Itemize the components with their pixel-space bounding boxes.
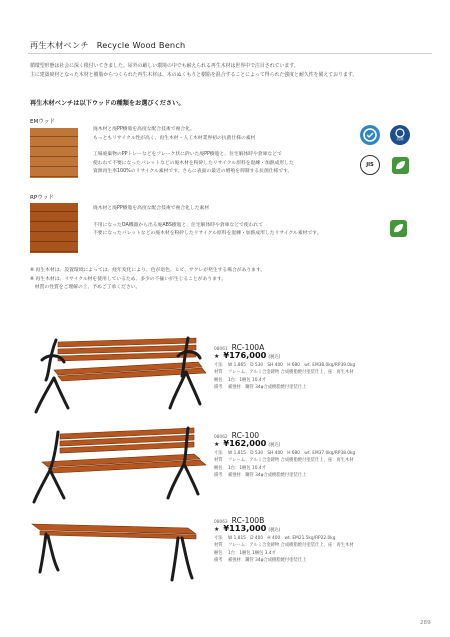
rp-wood-swatch (30, 203, 78, 253)
bench-rc-100a-image (28, 332, 208, 416)
spec-key: 備考 (214, 473, 223, 479)
spec-key: 材質 (214, 543, 223, 549)
spec-key: 寸法 (214, 450, 223, 456)
spec-key: 材質 (214, 370, 223, 376)
product-rc-100b-spec (214, 517, 354, 564)
green-purchase-leaf-icon (392, 157, 409, 174)
product-rc-100-spec (214, 432, 355, 479)
jis-mark-text: JIS (366, 162, 374, 168)
em-wood-label: EMウッド (30, 119, 56, 125)
title-en: Recycle Wood Bench (96, 40, 186, 50)
em-wood-description (93, 126, 294, 177)
star-icon: ★ (214, 353, 220, 361)
spec-value: フレーム：アルミ合金鋳物 合成樹脂焼付塗装仕上、座：再生木材 (228, 458, 354, 464)
product-code: 08061 (214, 347, 228, 352)
title-rule (28, 53, 432, 54)
em-desc-line: もっともリサイクル性が高く、再生木材・人工木材業界初の抗菌仕様の素材 (93, 135, 256, 141)
tax-note: (税込) (268, 355, 281, 361)
product-price: ¥176,000 (223, 350, 267, 361)
green-purchase-leaf-icon (390, 220, 407, 237)
product-code: 08062 (214, 435, 228, 440)
wood-selection-lead: 再生木材ベンチは以下ウッドの種類をお選びください。 (30, 100, 185, 107)
tax-note: (税込) (268, 443, 281, 449)
spec-value: 1台：1梱包 1梱包 3.4才 (228, 550, 276, 556)
intro-line: 循環型形態は社会に深く根付いてきました。屋外の厳しい環境の中でも耐えられる再生木材は世界中で注目されています。 (30, 63, 299, 69)
rp-desc-line: 不用になったOA機器から出る廃ABS樹脂と、住宅解体時や倉庫などで使われて (93, 222, 264, 228)
rp-certification-icons (390, 220, 410, 240)
title-ja: 再生木材ベンチ (30, 40, 89, 50)
spec-key: 梱包 (214, 465, 223, 471)
antibacterial-icon (390, 125, 410, 145)
spec-key: 梱包 (214, 550, 223, 556)
spec-value: W 1,815 D 530 SH 400 H 680 wt. EM37.0kg/RP38.0kg (228, 450, 356, 456)
spec-value: 1台：1梱包 10.4才 (228, 377, 266, 383)
intro-text (30, 62, 432, 80)
product-model: RC-100A (231, 343, 265, 352)
rp-wood-label: RPウッド (30, 195, 54, 201)
spec-value: 補強材：鋼管 34φ合成樹脂焼付塗装仕上 (228, 473, 307, 479)
star-icon: ★ (214, 526, 220, 534)
star-icon: ★ (214, 441, 220, 449)
spec-key: 材質 (214, 458, 223, 464)
spec-value: 1台：1梱包 10.4才 (228, 465, 266, 471)
rp-desc-line: 廃木材と廃PP樹脂を高度な配合技術で複合化した素材 (93, 206, 210, 211)
spec-value: 補強材：鋼管 34φ合成樹脂焼付塗装仕上 (228, 558, 307, 564)
antibacterial-icon-text: 抗菌 (396, 137, 404, 141)
product-model: RC-100B (231, 516, 265, 525)
bench-rc-100b-image (28, 512, 208, 592)
product-price: ¥162,000 (223, 438, 267, 449)
jis-mark-icon (360, 155, 380, 175)
rp-wood-description (93, 205, 321, 239)
spec-value: W 1,815 D 400 H 400 wt. EM21.5kg/RP22.0kg (228, 535, 336, 541)
product-code: 08063 (214, 520, 228, 525)
material-notes (30, 267, 265, 293)
page-number: 289 (420, 620, 431, 626)
product-model: RC-100 (231, 431, 260, 440)
product-price: ¥113,000 (223, 523, 267, 534)
em-desc-line: 廃木材と廃PP樹脂を高度な配合技術で複合化。 (93, 127, 195, 132)
em-certification-icons (360, 125, 414, 179)
spec-value: W 1,865 D 530 SH 400 H 680 wt. EM38.0kg/RP39.0kg (228, 362, 356, 368)
em-desc-line: 使われて不要になったパレットなどの廃木材を粉砕したリサイクル原料を混練・加熱成形した (93, 160, 294, 166)
spec-value: 補強材：鋼管 34φ合成樹脂焼付塗装仕上 (228, 385, 307, 391)
tax-note: (税込) (268, 528, 281, 534)
note-line: 材質の性質をご理解の上、予めご了承ください。 (30, 285, 141, 291)
product-rc-100a-spec (214, 344, 355, 391)
spec-key: 寸法 (214, 362, 223, 368)
page-title (30, 40, 185, 51)
intro-line: 主に建築廃材となった木材と樹脂からつくられた再生木材は、木のぬくもりと樹脂を混合することによって得られた強度と耐久性を備えております。 (30, 72, 358, 78)
note-line: ※ 再生木材は、設置環境によっては、経年変化により、色が退色、ヒビ、サクレが発生する場合があります。 (30, 268, 266, 273)
spec-value: フレーム：アルミ合金鋳物 合成樹脂焼付塗装仕上、座：再生木材 (228, 370, 354, 376)
bench-rc-100-image (28, 422, 208, 506)
em-desc-line: 資源再生率100%のリサイクル素材です。さらに表面の最近の増殖を抑制する抗菌仕様です。 (93, 169, 293, 175)
rp-desc-line: 不要になったパレットなどの廃木材を粉砕したリサイクル原料を混練・加熱成形したリサイクル素材です。 (93, 231, 322, 237)
note-line: ※ 再生木材は、リサイクル材を使用しているため、多少の不揃いが生じることがあります。 (30, 276, 227, 282)
spec-key: 備考 (214, 558, 223, 564)
spec-value: フレーム：アルミ合金鋳物 合成樹脂焼付塗装仕上、座：再生木材 (228, 543, 354, 549)
spec-key: 備考 (214, 385, 223, 391)
spec-key: 寸法 (214, 535, 223, 541)
em-wood-swatch (30, 128, 78, 178)
eco-mark-icon (360, 125, 380, 145)
em-desc-line: 工場廃棄物のPPトレーなどをフレーク状に砕いた廃PP樹脂と、住宅解体時や倉庫などで (93, 152, 282, 158)
spec-key: 梱包 (214, 377, 223, 383)
